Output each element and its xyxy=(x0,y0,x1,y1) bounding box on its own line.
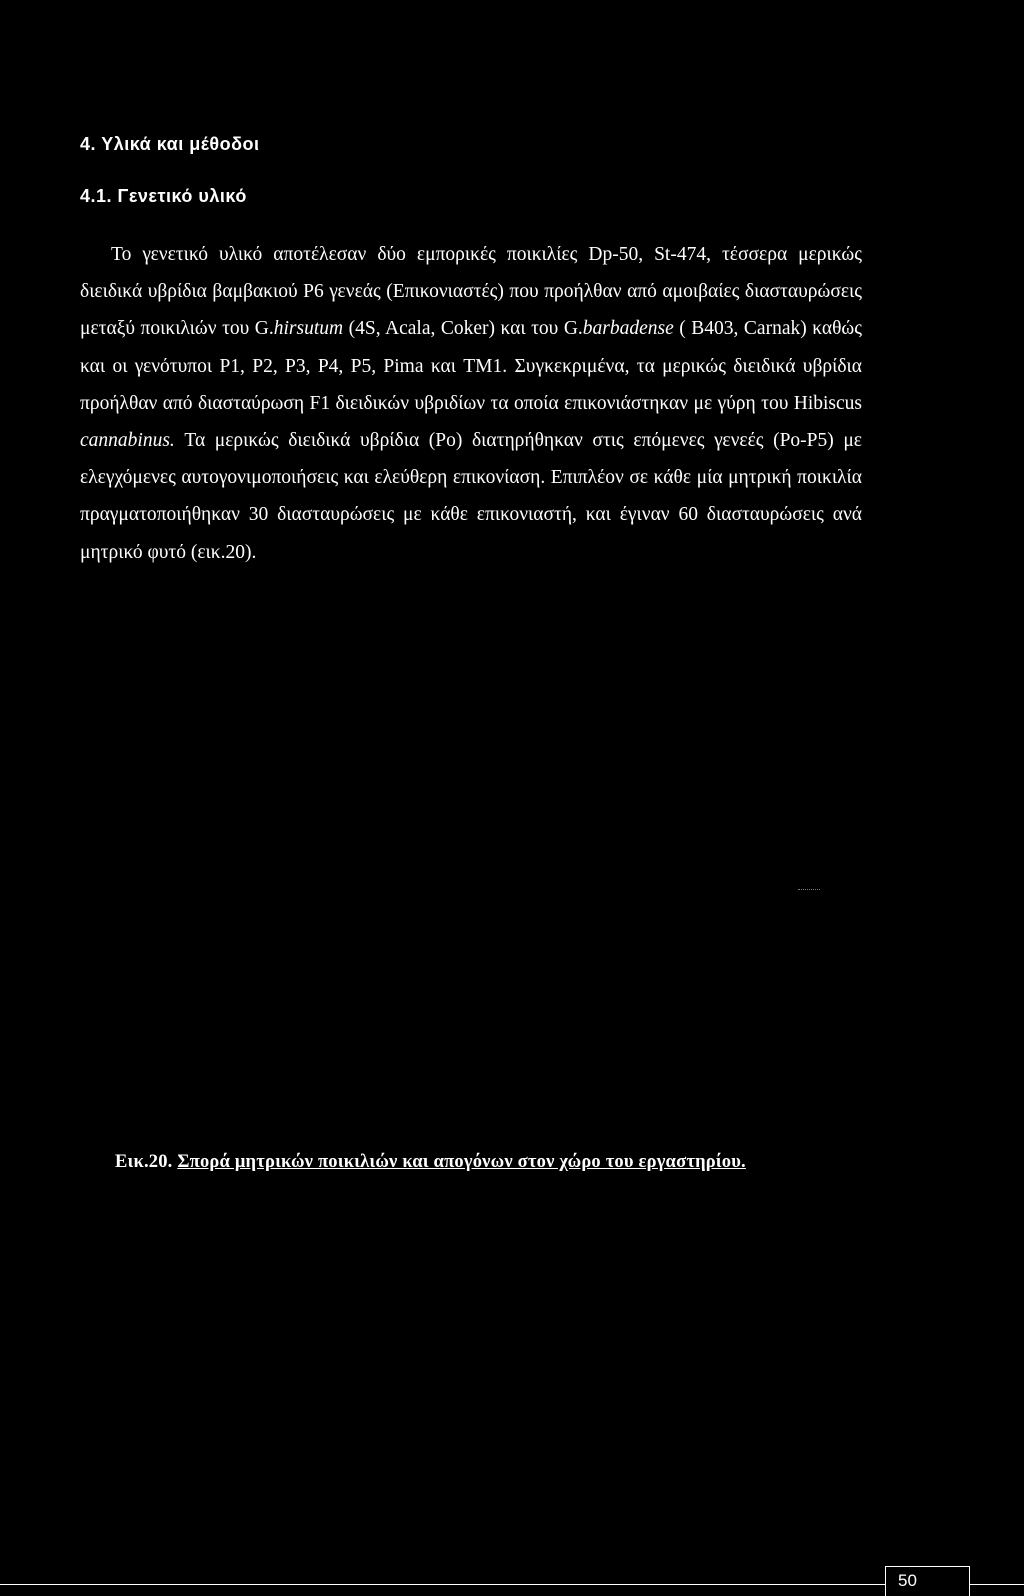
dotted-mark xyxy=(798,889,820,890)
text-run-1: Το γενετικό υλικό αποτέλεσαν δύο εμπορικές ποικιλίες Dp-50, St-474, τέσσερα μερικώς διειδικά υβρίδια βαμβακιού P6 γενεάς (Επικονιαστές) που προήλθαν από αμοιβαίες διασταυρώσεις μεταξύ ποικιλιών του G. xyxy=(80,244,862,340)
page-number: 50 xyxy=(898,1571,917,1590)
figure-caption xyxy=(115,1152,746,1173)
species-hirsutum: hirsutum xyxy=(273,318,344,340)
figure-caption-text: Σπορά μητρικών ποικιλιών και απογόνων στον χώρο του εργαστηρίου. xyxy=(177,1152,746,1172)
paragraph-text xyxy=(80,236,862,571)
subsection-heading: 4.1. Γενετικό υλικό xyxy=(80,186,247,206)
species-cannabinus: cannabinus. xyxy=(80,430,175,452)
footer-rule-right xyxy=(970,1584,1024,1585)
species-barbadense: barbadense xyxy=(582,318,674,340)
text-run-4: Τα μερικώς διειδικά υβρίδια (Po) διατηρήθηκαν στις επόμενες γενεές (Po-P5) με ελεγχόμενες αυτογονιμοποιήσεις και ελεύθερη επικονίαση. Επιπλέον σε κάθε μία μητρική ποικιλία πραγματοποιήθηκαν 30 διασταυρώσεις με κάθε επικονιαστή, και έγιναν 60 διασταυρώσεις ανά μητρικό φυτό (εικ.20). xyxy=(80,430,862,563)
body-paragraph xyxy=(80,236,862,571)
text-run-3: ( B403, Carnak) καθώς και οι γενότυποι P1, P2, P3, P4, P5, Pima και TM1. Συγκεκριμένα, τα μερικώς διειδικά υβρίδια προήλθαν από διασταύρωση F1 διειδικών υβριδίων τα οποία επικονιάστηκαν με γύρη του Hibiscus xyxy=(80,318,862,414)
section-heading: 4. Υλικά και μέθοδοι xyxy=(80,134,260,154)
footer-rule-left xyxy=(0,1584,885,1585)
figure-caption-label: Εικ.20. xyxy=(115,1152,173,1172)
text-run-2: (4S, Acala, Coker) και του G. xyxy=(343,318,583,340)
